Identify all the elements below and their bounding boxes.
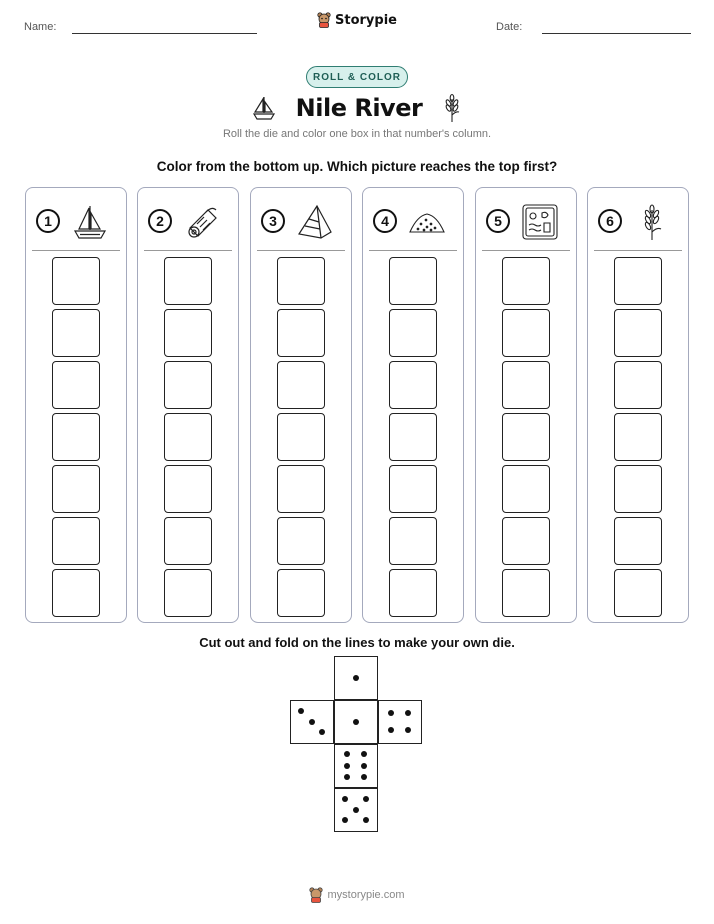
die-face [334,744,378,788]
color-box[interactable] [52,569,100,617]
color-box[interactable] [52,257,100,305]
color-box[interactable] [277,309,325,357]
name-label: Name: [24,21,57,33]
color-box[interactable] [502,361,550,409]
column-1 [25,187,127,623]
die-face [378,700,422,744]
column-header [251,202,351,242]
column-header [476,202,576,242]
sailboat-icon [252,95,276,121]
column-3 [250,187,352,623]
hieroglyph-tablet-icon [520,202,560,242]
die-face [290,700,334,744]
column-header [363,202,463,242]
color-box[interactable] [614,569,662,617]
color-box[interactable] [164,413,212,461]
color-box[interactable] [614,257,662,305]
footer [0,887,714,903]
page-title: Nile River [295,94,423,122]
wheat-icon [442,93,462,123]
column-4 [362,187,464,623]
color-box[interactable] [277,465,325,513]
color-box[interactable] [277,257,325,305]
die-pip [344,774,350,780]
color-box[interactable] [52,309,100,357]
color-box[interactable] [277,361,325,409]
die-pip [361,763,367,769]
die-pip [388,710,394,716]
die-pip [405,710,411,716]
pyramid-icon [295,202,335,242]
instruction: Color from the bottom up. Which picture reaches the top first? [156,159,558,174]
color-box[interactable] [502,309,550,357]
column-5 [475,187,577,623]
color-box[interactable] [614,517,662,565]
color-box[interactable] [52,413,100,461]
color-box[interactable] [502,569,550,617]
color-box[interactable] [277,569,325,617]
die-pip [388,727,394,733]
die-pip [353,675,359,681]
color-box[interactable] [277,517,325,565]
color-box[interactable] [389,361,437,409]
color-box[interactable] [502,465,550,513]
date-line[interactable] [542,33,691,34]
die-face [334,788,378,832]
column-number: 3 [261,209,285,233]
color-box[interactable] [164,361,212,409]
brand-logo [0,12,714,28]
die-pip [319,729,325,735]
die-pip [344,763,350,769]
color-box[interactable] [502,257,550,305]
column-number: 2 [148,209,172,233]
color-box[interactable] [389,257,437,305]
column-number: 5 [486,209,510,233]
die-pip [353,807,359,813]
die-pip [361,751,367,757]
column-divider [257,250,345,251]
die-pip [353,719,359,725]
column-6 [587,187,689,623]
footer-url[interactable]: mystorypie.com [327,889,405,901]
die-face [334,656,378,700]
column-divider [482,250,570,251]
die-face [334,700,378,744]
color-box[interactable] [614,413,662,461]
die-pip [363,817,369,823]
bear-mascot-icon [317,12,331,28]
color-box[interactable] [389,413,437,461]
column-header [588,202,688,242]
color-box[interactable] [52,361,100,409]
column-number: 4 [373,209,397,233]
color-box[interactable] [164,257,212,305]
die-pip [309,719,315,725]
die-pip [405,727,411,733]
color-box[interactable] [389,309,437,357]
color-box[interactable] [389,569,437,617]
die-pip [344,751,350,757]
column-divider [594,250,682,251]
color-box[interactable] [52,465,100,513]
column-number: 1 [36,209,60,233]
color-box[interactable] [164,569,212,617]
color-box[interactable] [389,465,437,513]
cut-instruction: Cut out and fold on the lines to make your own die. [199,635,515,650]
color-box[interactable] [502,413,550,461]
color-box[interactable] [389,517,437,565]
sailboat-icon [70,202,110,242]
column-divider [369,250,457,251]
color-box[interactable] [614,309,662,357]
color-box[interactable] [164,309,212,357]
column-header [138,202,238,242]
die-pip [298,708,304,714]
subtitle: Roll the die and color one box in that number's column. [222,128,492,140]
color-box[interactable] [614,465,662,513]
die-net [290,656,426,836]
papyrus-scroll-icon [182,202,222,242]
column-2 [137,187,239,623]
die-pip [363,796,369,802]
name-line[interactable] [72,33,257,34]
die-pip [361,774,367,780]
bear-mascot-icon [309,887,323,903]
column-number: 6 [598,209,622,233]
color-box[interactable] [164,465,212,513]
wheat-icon [632,202,672,242]
column-header [26,202,126,242]
color-box[interactable] [164,517,212,565]
color-box[interactable] [52,517,100,565]
column-divider [32,250,120,251]
color-box[interactable] [277,413,325,461]
brand-name: Storypie [335,12,397,28]
die-pip [342,796,348,802]
die-pip [342,817,348,823]
title-row [0,88,714,128]
color-box[interactable] [614,361,662,409]
date-label: Date: [496,21,523,33]
activity-badge: ROLL & COLOR [306,66,408,88]
color-box[interactable] [502,517,550,565]
sand-pile-icon [407,202,447,242]
column-divider [144,250,232,251]
